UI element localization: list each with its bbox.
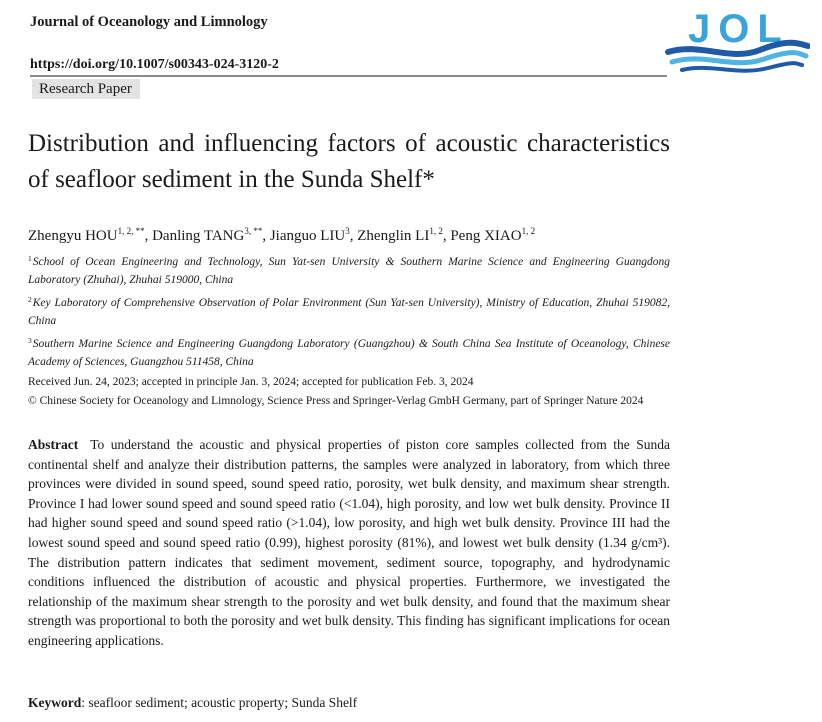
keyword-text: : seafloor sediment; acoustic property; Sunda Shelf: [81, 695, 358, 710]
author-list: [28, 226, 688, 245]
abstract-text: To understand the acoustic and physical properties of piston core samples collected from the Sunda continental shelf and analyze their distribution patterns, the samples were analyzed in laboratory, from which three provinces were divided in sound speed, sound speed ratio, porosity, wet bulk density, and maximum shear strength. Province I had lower sound speed and sound speed ratio (<1.04), high porosity, and low wet bulk density. Province II had higher sound speed and sound speed ratio (>1.04), low porosity, and high wet bulk density. Province III had the lowest sound speed and sound speed ratio (0.99), highest porosity (81%), and lowest wet bulk density (1.34 g/cm³). The distribution pattern indicates that sediment movement, sediment source, topography, and hydrodynamic conditions influenced the distribution of acoustic and physical properties. Furthermore, we investigated the relationship of the maximum shear strength to the porosity and wet bulk density, and found that the maximum shear strength was proportional to both the porosity and wet bulk density. This finding has significant implications for ocean engineering applications.: [28, 437, 670, 648]
keyword-label: Keyword: [28, 695, 82, 710]
jol-logo-icon: [660, 8, 810, 78]
article-type-badge: Research Paper: [32, 79, 140, 99]
doi-link[interactable]: https://doi.org/10.1007/s00343-024-3120-2: [30, 57, 279, 72]
journal-logo: [660, 8, 810, 78]
affiliation-item: $^1$School of Ocean Engineering and Technology, Sun Yat-sen University & Southern Marine Science and Engineering Guangdong Laboratory (Zhuhai), Zhuhai 519000, China: [28, 254, 670, 286]
author: Zhengyu $HOU^{1, 2, **}$,: [28, 226, 153, 244]
copyright-notice: © Chinese Society for Oceanology and Limnology, Science Press and Springer-Verlag GmbH Germany, part of Springer Nature 2024: [28, 395, 644, 407]
header-divider: [30, 75, 667, 77]
abstract: [28, 435, 670, 651]
author: Peng XIAO$^{1, 2}$: [450, 226, 536, 244]
author: Zhenglin LI$^{1, 2}$,: [357, 226, 451, 244]
paper-title: Distribution and influencing factors of acoustic characteristics of seafloor sediment in the Sunda Shelf*: [28, 130, 670, 193]
journal-name: Journal of Oceanology and Limnology: [30, 14, 268, 30]
affiliation-item: $^3$Southern Marine Science and Engineering Guangdong Laboratory (Guangzhou) & South China Sea Institute of Oceanology, Chinese Academy of Sciences, Guangzhou 511458, China: [28, 336, 670, 368]
logo-letters: JOL: [688, 8, 790, 51]
keywords: [28, 695, 688, 711]
affiliation-item: $^2$Key Laboratory of Comprehensive Observation of Polar Environment (Sun Yat-sen University), Ministry of Education, Zhuhai 519082, China: [28, 295, 670, 327]
author: Danling $TANG^{3, **}$,: [152, 226, 270, 244]
abstract-label: Abstract: [28, 437, 79, 452]
affiliation-list: [28, 250, 670, 373]
author: Jianguo LIU$^3$,: [269, 226, 358, 244]
received-dates: Received Jun. 24, 2023; accepted in principle Jan. 3, 2024; accepted for publication Feb. 3, 2024: [28, 376, 474, 388]
